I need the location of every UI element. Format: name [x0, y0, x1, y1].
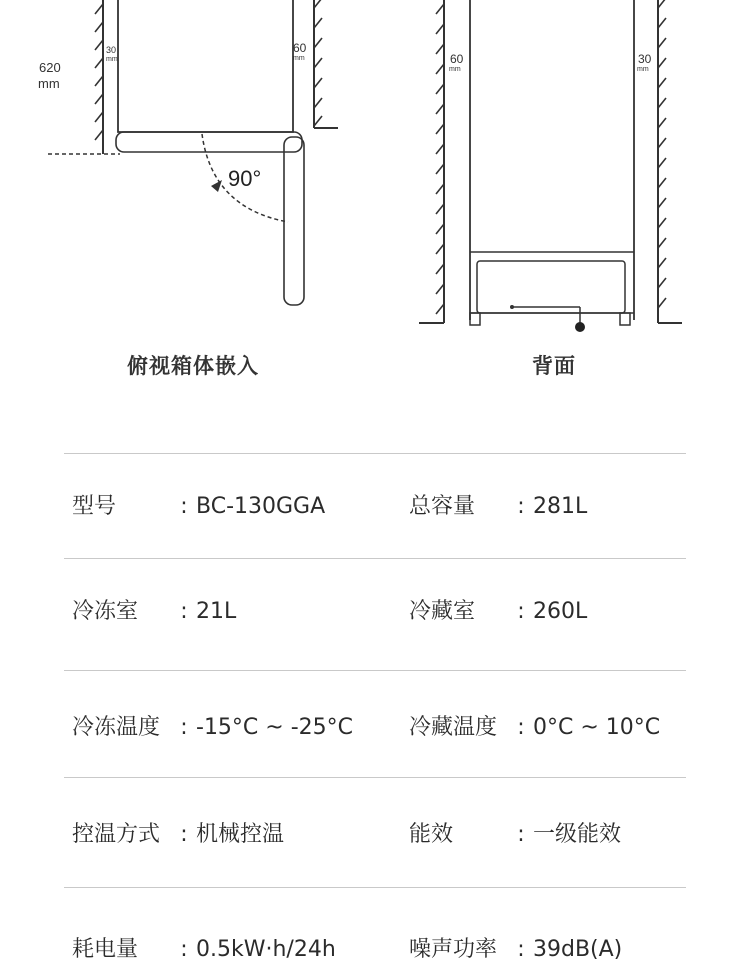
spec-value: 21L	[196, 599, 237, 624]
spec-label-part: 冷	[72, 599, 95, 624]
right-wall-hatching	[314, 0, 322, 126]
spec-label	[72, 492, 172, 522]
spec-label-part: 耗	[72, 937, 95, 962]
spec-label-part: 室	[453, 599, 476, 624]
left-wall-hatching	[95, 4, 103, 140]
row-divider	[64, 887, 686, 888]
spec-value: 一级能效	[533, 822, 622, 847]
spec-label-part: 室	[116, 599, 139, 624]
spec-label	[72, 935, 172, 965]
spec-item	[409, 713, 660, 743]
spec-label-part: 效	[431, 822, 454, 847]
row-divider	[64, 453, 686, 454]
spec-value: -15°C ~ -25°C	[196, 715, 354, 740]
installation-diagram	[0, 0, 750, 400]
spec-label-part: 总	[409, 494, 432, 519]
spec-label	[409, 713, 509, 743]
spec-value: 39dB(A)	[533, 937, 623, 962]
spec-label	[409, 492, 509, 522]
spec-label-part: 噪声功率	[409, 937, 498, 962]
spec-label-part: 冻	[94, 599, 117, 624]
door-open	[284, 137, 304, 305]
row-divider	[64, 777, 686, 778]
arc-arrow	[211, 180, 222, 192]
spec-item	[72, 492, 325, 522]
door-closed	[116, 132, 302, 152]
gap-right-a-value: 60	[450, 52, 464, 66]
spec-item	[72, 935, 336, 965]
caption-top-view: 俯视箱体嵌入	[127, 354, 259, 378]
left-foot	[470, 313, 480, 325]
spec-value: 机械控温	[196, 822, 285, 847]
spec-colon: :	[517, 599, 525, 624]
spec-label	[409, 935, 509, 965]
spec-label	[409, 597, 509, 627]
compressor-box	[477, 261, 625, 313]
spec-label	[72, 820, 172, 850]
spec-label-part: 控温方式	[72, 822, 161, 847]
plug-dot	[575, 322, 585, 332]
gap-right-a-unit: mm	[449, 66, 461, 73]
spec-value: 0.5kW·h/24h	[196, 937, 336, 962]
caption-back-view: 背面	[532, 354, 576, 378]
spec-label-part: 容	[431, 494, 454, 519]
spec-value: 0°C ~ 10°C	[533, 715, 661, 740]
spec-value: 260L	[533, 599, 588, 624]
spec-label	[72, 597, 172, 627]
spec-label-part: 电	[94, 937, 117, 962]
spec-colon: :	[517, 494, 525, 519]
gap-left-a-unit: mm	[106, 56, 118, 63]
spec-label-part: 冷	[409, 599, 432, 624]
cabinet-body	[118, 0, 293, 132]
spec-colon: :	[180, 715, 188, 740]
spec-colon: :	[180, 822, 188, 847]
back-view-diagram	[419, 0, 682, 332]
spec-item	[72, 597, 236, 627]
spec-value: BC-130GGA	[196, 494, 326, 519]
spec-item	[409, 935, 622, 965]
spec-item	[409, 492, 587, 522]
spec-item	[72, 820, 284, 850]
spec-value: 281L	[533, 494, 588, 519]
gap-right-b-unit: mm	[637, 66, 649, 73]
spec-colon: :	[517, 715, 525, 740]
gap-right-b-value: 30	[638, 52, 652, 66]
spec-label-part: 冷冻温度	[72, 715, 161, 740]
left-dim-unit: mm	[38, 76, 60, 91]
gap-left-a-value: 30	[106, 45, 117, 55]
gap-left-b-value: 60	[293, 41, 307, 55]
spec-colon: :	[180, 494, 188, 519]
spec-label-part: 号	[94, 494, 117, 519]
spec-colon: :	[180, 599, 188, 624]
spec-item	[409, 820, 621, 850]
gap-left-b-unit: mm	[293, 55, 305, 62]
angle-label: 90°	[228, 166, 262, 191]
row-divider	[64, 558, 686, 559]
right-foot	[620, 313, 630, 325]
spec-colon: :	[517, 937, 525, 962]
spec-colon: :	[517, 822, 525, 847]
left-dim-value: 620	[39, 60, 61, 75]
spec-label-part: 藏	[431, 599, 454, 624]
spec-label-part: 量	[453, 494, 476, 519]
spec-item	[409, 597, 587, 627]
spec-label	[72, 713, 172, 743]
row-divider	[64, 670, 686, 671]
spec-label-part: 型	[72, 494, 95, 519]
spec-item	[72, 713, 353, 743]
spec-label-part: 能	[409, 822, 432, 847]
spec-label	[409, 820, 509, 850]
back-cabinet	[470, 0, 634, 320]
spec-colon: :	[180, 937, 188, 962]
spec-label-part: 冷藏温度	[409, 715, 498, 740]
spec-label-part: 量	[116, 937, 139, 962]
